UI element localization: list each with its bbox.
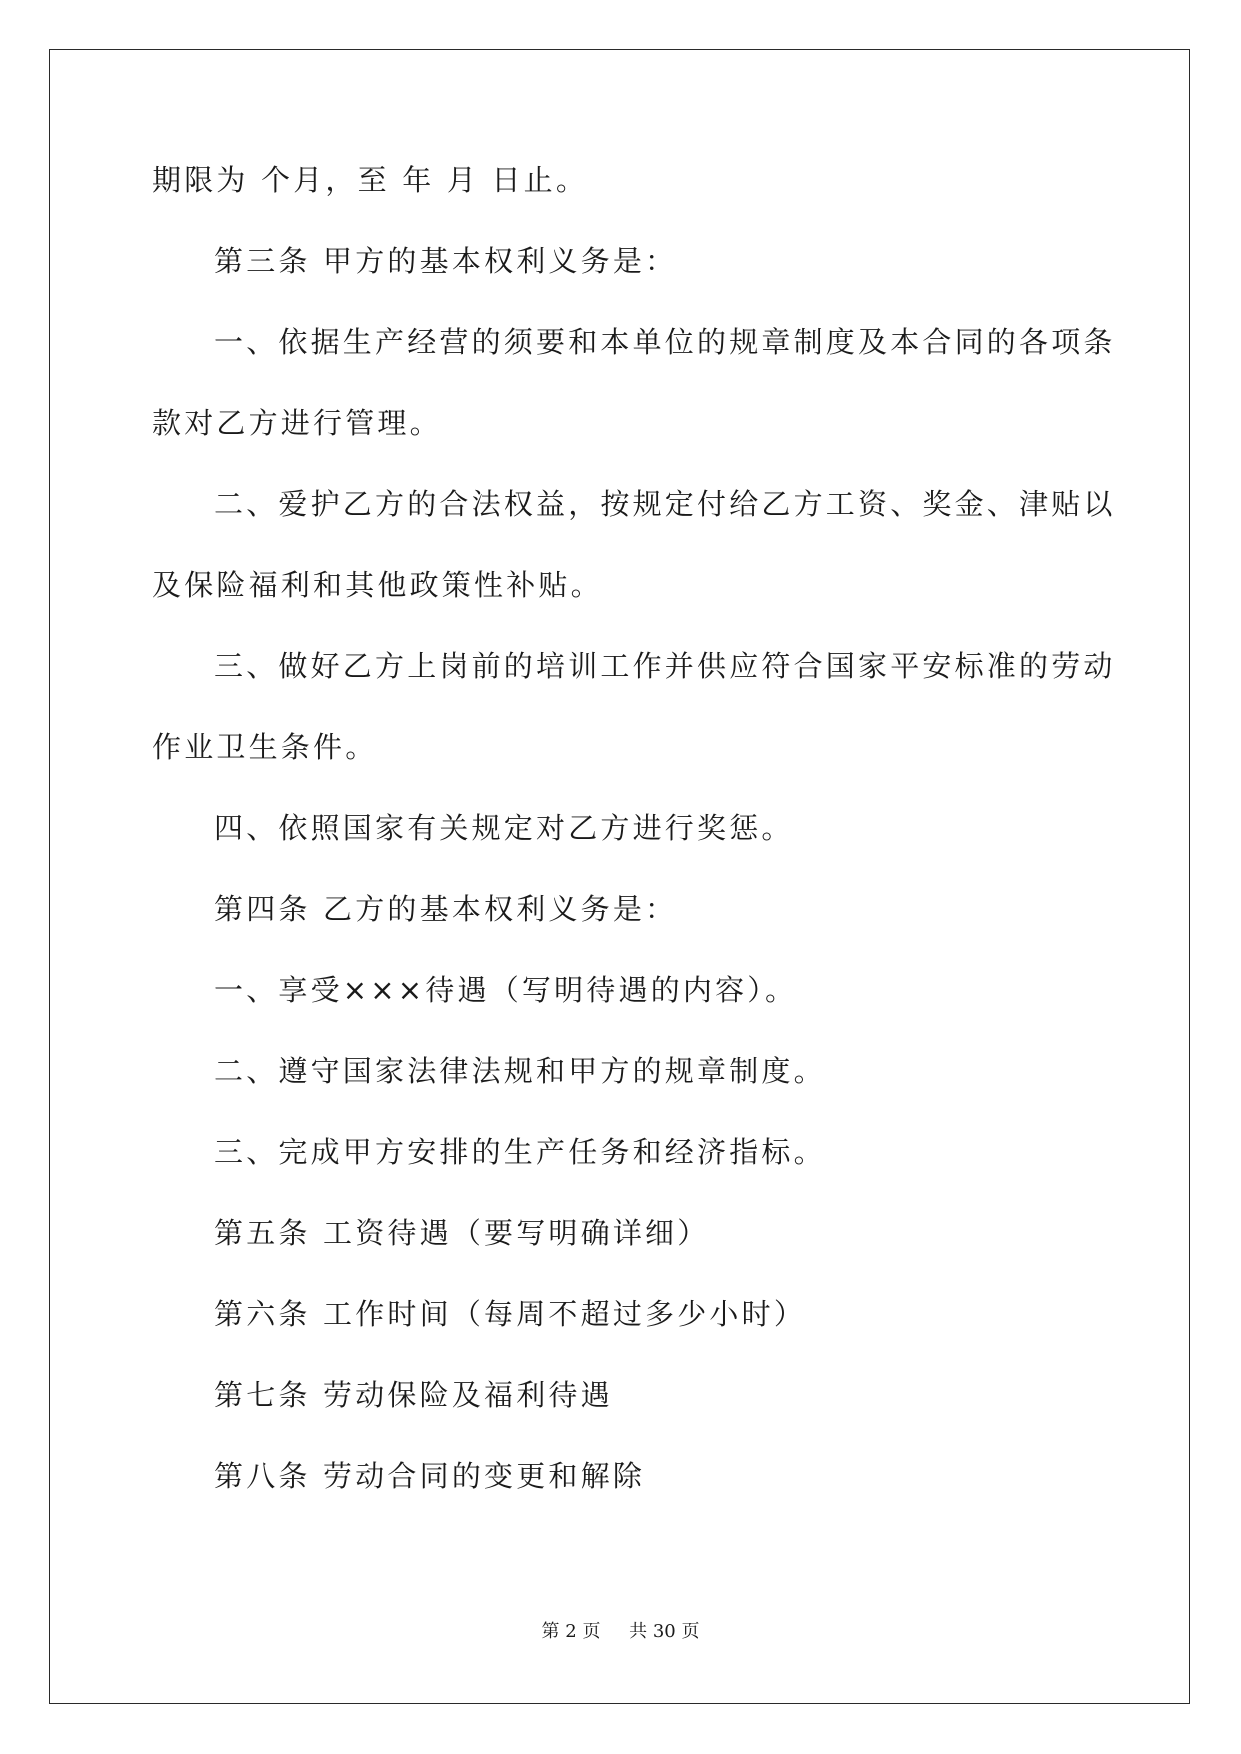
- article-3-heading: 第三条 甲方的基本权利义务是：: [214, 244, 678, 278]
- article-4-heading: 第四条 乙方的基本权利义务是：: [214, 892, 678, 926]
- text-line-3: 一、依据生产经营的须要和本单位的规章制度及本合同的各项条: [214, 325, 1116, 359]
- text-line-9: 四、依照国家有关规定对乙方进行奖惩。: [214, 811, 794, 845]
- text-line-8: 作业卫生条件。: [152, 730, 378, 764]
- page-footer: [0, 1620, 1241, 1644]
- document-body: [152, 160, 1116, 1537]
- text-line-7: 三、做好乙方上岗前的培训工作并供应符合国家平安标准的劳动: [214, 649, 1116, 683]
- text-line-1: 期限为 个月，至 年 月 日止。: [152, 163, 589, 197]
- article-5-heading: 第五条 工资待遇（要写明确详细）: [214, 1216, 710, 1250]
- text-line-11: 一、享受×××待遇（写明待遇的内容）。: [214, 973, 798, 1007]
- total-pages: 共 30 页: [629, 1621, 700, 1642]
- article-8-heading: 第八条 劳动合同的变更和解除: [214, 1459, 646, 1493]
- text-line-12: 二、遵守国家法律法规和甲方的规章制度。: [214, 1054, 826, 1088]
- page-number: 第 2 页: [541, 1621, 601, 1642]
- text-line-4: 款对乙方进行管理。: [152, 406, 442, 440]
- text-line-13: 三、完成甲方安排的生产任务和经济指标。: [214, 1135, 826, 1169]
- article-6-heading: 第六条 工作时间（每周不超过多少小时）: [214, 1297, 807, 1331]
- text-line-6: 及保险福利和其他政策性补贴。: [152, 568, 603, 602]
- article-7-heading: 第七条 劳动保险及福利待遇: [214, 1378, 613, 1412]
- text-line-5: 二、爱护乙方的合法权益，按规定付给乙方工资、奖金、津贴以: [214, 487, 1116, 521]
